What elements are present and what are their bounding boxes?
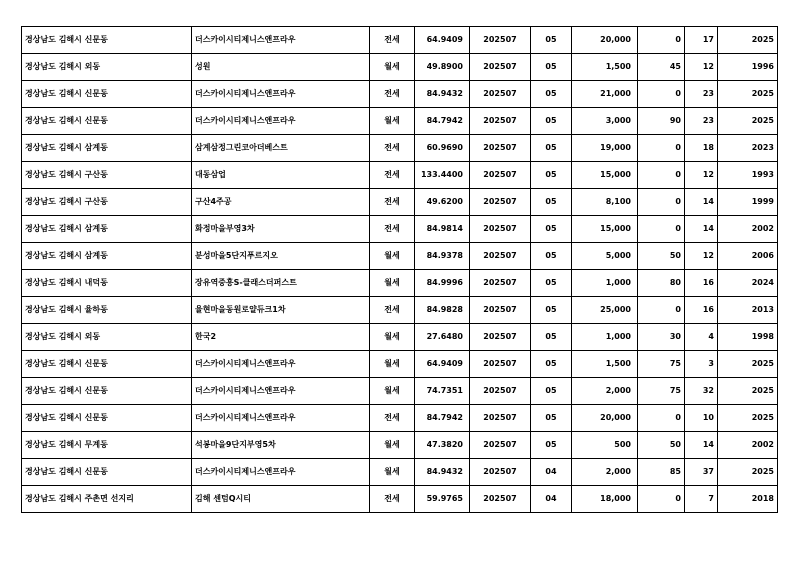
deposit-cell: 2,000: [572, 378, 638, 405]
address-cell: 경상남도 김해시 신문동: [22, 27, 192, 54]
floor-cell: 16: [685, 270, 718, 297]
area-cell: 64.9409: [415, 351, 470, 378]
complex-name-cell: 삼계삼정그린코아더베스트: [192, 135, 370, 162]
address-cell: 경상남도 김해시 구산동: [22, 189, 192, 216]
contract-month-cell: 202507: [470, 405, 531, 432]
address-cell: 경상남도 김해시 율하동: [22, 297, 192, 324]
contract-day-cell: 04: [531, 459, 572, 486]
build-year-cell: 2023: [718, 135, 778, 162]
table-row: [22, 135, 778, 162]
lease-type-cell: 월세: [370, 459, 415, 486]
address-cell: 경상남도 김해시 무계동: [22, 432, 192, 459]
build-year-cell: 2025: [718, 351, 778, 378]
contract-month-cell: 202507: [470, 108, 531, 135]
floor-cell: 17: [685, 27, 718, 54]
table-row: [22, 27, 778, 54]
lease-type-cell: 월세: [370, 432, 415, 459]
area-cell: 49.6200: [415, 189, 470, 216]
build-year-cell: 2025: [718, 27, 778, 54]
contract-month-cell: 202507: [470, 189, 531, 216]
complex-name-cell: 더스카이시티제니스앤프라우: [192, 81, 370, 108]
table-row: [22, 243, 778, 270]
area-cell: 84.9378: [415, 243, 470, 270]
address-cell: 경상남도 김해시 구산동: [22, 162, 192, 189]
contract-month-cell: 202507: [470, 378, 531, 405]
monthly-rent-cell: 0: [638, 162, 685, 189]
contract-month-cell: 202507: [470, 324, 531, 351]
complex-name-cell: 율현마을동원로얄듀크1차: [192, 297, 370, 324]
build-year-cell: 2025: [718, 459, 778, 486]
complex-name-cell: 석봉마을9단지부영5차: [192, 432, 370, 459]
table-row: [22, 351, 778, 378]
floor-cell: 23: [685, 81, 718, 108]
contract-month-cell: 202507: [470, 486, 531, 513]
build-year-cell: 2006: [718, 243, 778, 270]
lease-type-cell: 월세: [370, 378, 415, 405]
address-cell: 경상남도 김해시 외동: [22, 324, 192, 351]
complex-name-cell: 분성마을5단지푸르지오: [192, 243, 370, 270]
build-year-cell: 2025: [718, 405, 778, 432]
contract-month-cell: 202507: [470, 216, 531, 243]
monthly-rent-cell: 80: [638, 270, 685, 297]
contract-day-cell: 05: [531, 135, 572, 162]
deposit-cell: 25,000: [572, 297, 638, 324]
floor-cell: 14: [685, 189, 718, 216]
monthly-rent-cell: 0: [638, 189, 685, 216]
contract-month-cell: 202507: [470, 135, 531, 162]
monthly-rent-cell: 30: [638, 324, 685, 351]
floor-cell: 10: [685, 405, 718, 432]
deposit-cell: 18,000: [572, 486, 638, 513]
build-year-cell: 2025: [718, 108, 778, 135]
address-cell: 경상남도 김해시 신문동: [22, 459, 192, 486]
area-cell: 84.9814: [415, 216, 470, 243]
monthly-rent-cell: 50: [638, 243, 685, 270]
complex-name-cell: 더스카이시티제니스앤프라우: [192, 108, 370, 135]
contract-day-cell: 05: [531, 378, 572, 405]
floor-cell: 23: [685, 108, 718, 135]
contract-day-cell: 05: [531, 216, 572, 243]
area-cell: 60.9690: [415, 135, 470, 162]
contract-month-cell: 202507: [470, 54, 531, 81]
monthly-rent-cell: 0: [638, 135, 685, 162]
table-row: [22, 405, 778, 432]
contract-day-cell: 05: [531, 432, 572, 459]
build-year-cell: 1998: [718, 324, 778, 351]
lease-type-cell: 전세: [370, 189, 415, 216]
floor-cell: 18: [685, 135, 718, 162]
contract-day-cell: 05: [531, 324, 572, 351]
floor-cell: 14: [685, 216, 718, 243]
contract-day-cell: 05: [531, 189, 572, 216]
build-year-cell: 2024: [718, 270, 778, 297]
deposit-cell: 5,000: [572, 243, 638, 270]
lease-type-cell: 월세: [370, 54, 415, 81]
build-year-cell: 2025: [718, 81, 778, 108]
table-row: [22, 81, 778, 108]
table-row: [22, 486, 778, 513]
contract-day-cell: 05: [531, 270, 572, 297]
build-year-cell: 2002: [718, 432, 778, 459]
complex-name-cell: 장유역중흥S-클래스더퍼스트: [192, 270, 370, 297]
contract-day-cell: 05: [531, 27, 572, 54]
monthly-rent-cell: 0: [638, 27, 685, 54]
floor-cell: 3: [685, 351, 718, 378]
area-cell: 84.9432: [415, 459, 470, 486]
area-cell: 27.6480: [415, 324, 470, 351]
contract-month-cell: 202507: [470, 27, 531, 54]
deposit-cell: 20,000: [572, 405, 638, 432]
monthly-rent-cell: 75: [638, 351, 685, 378]
contract-month-cell: 202507: [470, 351, 531, 378]
lease-type-cell: 전세: [370, 162, 415, 189]
monthly-rent-cell: 0: [638, 297, 685, 324]
transaction-table-body: [22, 27, 778, 513]
transaction-table: [21, 26, 778, 513]
floor-cell: 14: [685, 432, 718, 459]
area-cell: 84.9828: [415, 297, 470, 324]
lease-type-cell: 월세: [370, 108, 415, 135]
address-cell: 경상남도 김해시 신문동: [22, 378, 192, 405]
deposit-cell: 500: [572, 432, 638, 459]
area-cell: 47.3820: [415, 432, 470, 459]
contract-day-cell: 05: [531, 108, 572, 135]
contract-month-cell: 202507: [470, 432, 531, 459]
deposit-cell: 15,000: [572, 162, 638, 189]
contract-day-cell: 05: [531, 81, 572, 108]
table-row: [22, 108, 778, 135]
contract-month-cell: 202507: [470, 297, 531, 324]
contract-day-cell: 05: [531, 405, 572, 432]
complex-name-cell: 더스카이시티제니스앤프라우: [192, 27, 370, 54]
complex-name-cell: 구산4주공: [192, 189, 370, 216]
table-row: [22, 459, 778, 486]
complex-name-cell: 더스카이시티제니스앤프라우: [192, 405, 370, 432]
floor-cell: 12: [685, 243, 718, 270]
deposit-cell: 2,000: [572, 459, 638, 486]
contract-month-cell: 202507: [470, 162, 531, 189]
address-cell: 경상남도 김해시 신문동: [22, 405, 192, 432]
monthly-rent-cell: 0: [638, 81, 685, 108]
address-cell: 경상남도 김해시 삼계동: [22, 243, 192, 270]
lease-type-cell: 전세: [370, 135, 415, 162]
complex-name-cell: 대동삼업: [192, 162, 370, 189]
area-cell: 49.8900: [415, 54, 470, 81]
table-row: [22, 162, 778, 189]
area-cell: 84.9996: [415, 270, 470, 297]
table-row: [22, 378, 778, 405]
lease-type-cell: 전세: [370, 297, 415, 324]
complex-name-cell: 김해 센텀Q시티: [192, 486, 370, 513]
floor-cell: 16: [685, 297, 718, 324]
build-year-cell: 2025: [718, 378, 778, 405]
lease-type-cell: 월세: [370, 243, 415, 270]
build-year-cell: 2002: [718, 216, 778, 243]
address-cell: 경상남도 김해시 신문동: [22, 351, 192, 378]
address-cell: 경상남도 김해시 신문동: [22, 108, 192, 135]
floor-cell: 37: [685, 459, 718, 486]
area-cell: 84.7942: [415, 405, 470, 432]
contract-day-cell: 05: [531, 243, 572, 270]
contract-month-cell: 202507: [470, 243, 531, 270]
complex-name-cell: 화정마을부영3차: [192, 216, 370, 243]
contract-month-cell: 202507: [470, 81, 531, 108]
table-row: [22, 432, 778, 459]
deposit-cell: 3,000: [572, 108, 638, 135]
complex-name-cell: 한국2: [192, 324, 370, 351]
monthly-rent-cell: 0: [638, 216, 685, 243]
deposit-cell: 15,000: [572, 216, 638, 243]
lease-type-cell: 전세: [370, 405, 415, 432]
address-cell: 경상남도 김해시 삼계동: [22, 216, 192, 243]
floor-cell: 12: [685, 54, 718, 81]
lease-type-cell: 전세: [370, 81, 415, 108]
monthly-rent-cell: 50: [638, 432, 685, 459]
build-year-cell: 2018: [718, 486, 778, 513]
deposit-cell: 21,000: [572, 81, 638, 108]
deposit-cell: 8,100: [572, 189, 638, 216]
area-cell: 64.9409: [415, 27, 470, 54]
address-cell: 경상남도 김해시 삼계동: [22, 135, 192, 162]
deposit-cell: 1,500: [572, 54, 638, 81]
monthly-rent-cell: 45: [638, 54, 685, 81]
complex-name-cell: 성원: [192, 54, 370, 81]
contract-day-cell: 05: [531, 54, 572, 81]
table-row: [22, 270, 778, 297]
address-cell: 경상남도 김해시 외동: [22, 54, 192, 81]
area-cell: 74.7351: [415, 378, 470, 405]
lease-type-cell: 전세: [370, 486, 415, 513]
monthly-rent-cell: 0: [638, 405, 685, 432]
deposit-cell: 1,000: [572, 270, 638, 297]
area-cell: 84.9432: [415, 81, 470, 108]
contract-day-cell: 05: [531, 162, 572, 189]
lease-type-cell: 전세: [370, 27, 415, 54]
address-cell: 경상남도 김해시 신문동: [22, 81, 192, 108]
table-row: [22, 54, 778, 81]
deposit-cell: 20,000: [572, 27, 638, 54]
floor-cell: 12: [685, 162, 718, 189]
complex-name-cell: 더스카이시티제니스앤프라우: [192, 459, 370, 486]
area-cell: 133.4400: [415, 162, 470, 189]
address-cell: 경상남도 김해시 내덕동: [22, 270, 192, 297]
monthly-rent-cell: 90: [638, 108, 685, 135]
table-row: [22, 324, 778, 351]
contract-month-cell: 202507: [470, 270, 531, 297]
build-year-cell: 2013: [718, 297, 778, 324]
area-cell: 84.7942: [415, 108, 470, 135]
address-cell: 경상남도 김해시 주촌면 선지리: [22, 486, 192, 513]
deposit-cell: 1,000: [572, 324, 638, 351]
lease-type-cell: 전세: [370, 216, 415, 243]
table-row: [22, 216, 778, 243]
floor-cell: 7: [685, 486, 718, 513]
build-year-cell: 1996: [718, 54, 778, 81]
build-year-cell: 1993: [718, 162, 778, 189]
complex-name-cell: 더스카이시티제니스앤프라우: [192, 378, 370, 405]
deposit-cell: 1,500: [572, 351, 638, 378]
build-year-cell: 1999: [718, 189, 778, 216]
contract-day-cell: 05: [531, 297, 572, 324]
monthly-rent-cell: 0: [638, 486, 685, 513]
contract-month-cell: 202507: [470, 459, 531, 486]
lease-type-cell: 월세: [370, 324, 415, 351]
lease-type-cell: 월세: [370, 351, 415, 378]
contract-day-cell: 04: [531, 486, 572, 513]
monthly-rent-cell: 75: [638, 378, 685, 405]
table-row: [22, 189, 778, 216]
floor-cell: 4: [685, 324, 718, 351]
table-row: [22, 297, 778, 324]
deposit-cell: 19,000: [572, 135, 638, 162]
area-cell: 59.9765: [415, 486, 470, 513]
floor-cell: 32: [685, 378, 718, 405]
complex-name-cell: 더스카이시티제니스앤프라우: [192, 351, 370, 378]
lease-type-cell: 월세: [370, 270, 415, 297]
contract-day-cell: 05: [531, 351, 572, 378]
monthly-rent-cell: 85: [638, 459, 685, 486]
